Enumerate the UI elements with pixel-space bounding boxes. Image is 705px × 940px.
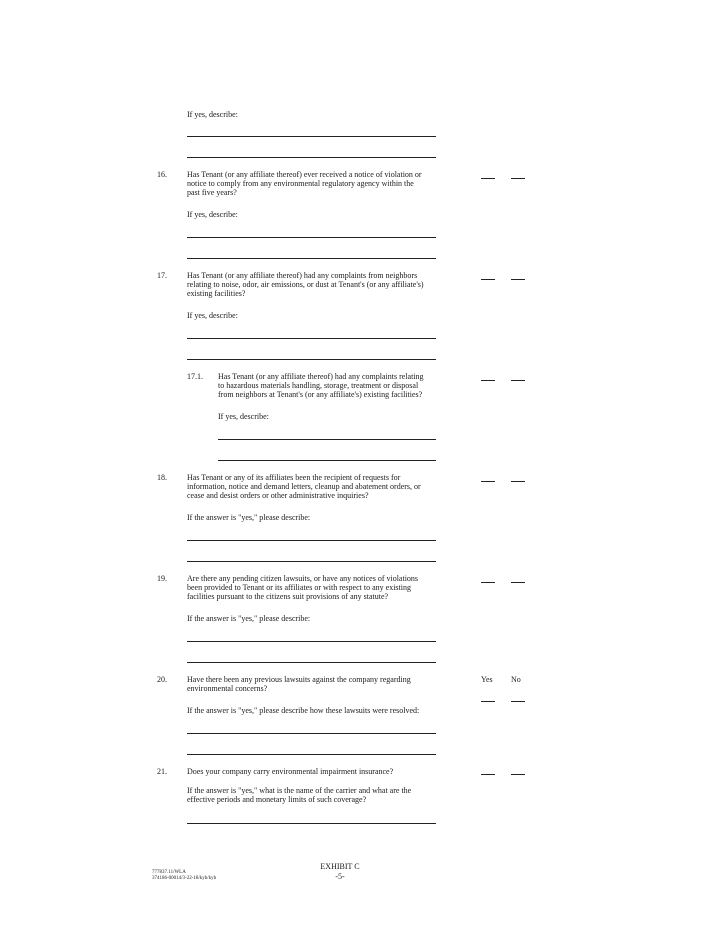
yes-answer-blank[interactable] [481,481,495,482]
describe-prompt: If yes, describe: [187,110,238,119]
question-text-line: past five years? [187,188,237,197]
question-text-line: information, notice and demand letters, cleanup and abatement orders, or [187,482,421,491]
question-number: 19. [157,574,167,583]
question-text-line: Have there been any previous lawsuits against the company regarding [187,675,411,684]
yes-answer-blank[interactable] [481,701,495,702]
document-id: 374186-00014/3-22-18/kyh/kyh [152,876,217,881]
yes-column-label: Yes [481,675,493,684]
subquestion-number: 17.1. [187,372,203,381]
answer-line[interactable] [187,823,436,824]
no-column-label: No [511,675,521,684]
answer-line[interactable] [218,439,436,440]
no-answer-blank[interactable] [511,481,525,482]
answer-line[interactable] [187,136,436,137]
question-text-line: environmental concerns? [187,684,268,693]
answer-line[interactable] [187,359,436,360]
answer-line[interactable] [187,237,436,238]
describe-prompt: effective periods and monetary limits of such coverage? [187,795,367,804]
describe-prompt: If yes, describe: [187,311,238,320]
question-number: 20. [157,675,167,684]
answer-line[interactable] [187,754,436,755]
answer-line[interactable] [187,733,436,734]
describe-prompt: If the answer is "yes," please describe: [187,614,311,623]
answer-line[interactable] [187,258,436,259]
answer-line[interactable] [187,641,436,642]
question-text-line: to hazardous materials handling, storage, treatment or disposal [218,381,419,390]
question-text-line: Are there any pending citizen lawsuits, or have any notices of violations [187,574,419,583]
answer-line[interactable] [187,540,436,541]
no-answer-blank[interactable] [511,774,525,775]
answer-line[interactable] [187,662,436,663]
question-text-line: Has Tenant (or any affiliate thereof) had any complaints from neighbors [187,271,418,280]
question-text-line: cease and desist orders or other administrative inquiries? [187,491,369,500]
no-answer-blank[interactable] [511,178,525,179]
yes-answer-blank[interactable] [481,582,495,583]
yes-answer-blank[interactable] [481,178,495,179]
yes-answer-blank[interactable] [481,774,495,775]
exhibit-label: EXHIBIT C [320,862,360,871]
describe-prompt: If the answer is "yes," what is the name of the carrier and what are the [187,786,412,795]
question-text-line: notice to comply from any environmental regulatory agency within the [187,179,414,188]
question-number: 21. [157,767,167,776]
document-id: 777837.11/WLA [152,870,186,875]
describe-prompt: If the answer is "yes," please describe how these lawsuits were resolved: [187,706,420,715]
no-answer-blank[interactable] [511,582,525,583]
page-number: -5- [335,872,345,881]
question-number: 16. [157,170,167,179]
answer-line[interactable] [218,460,436,461]
question-text-line: facilities pursuant to the citizens suit provisions of any statute? [187,592,389,601]
question-text-line: Has Tenant or any of its affiliates been the recipient of requests for [187,473,401,482]
no-answer-blank[interactable] [511,701,525,702]
question-text-line: relating to noise, odor, air emissions, or dust at Tenant's (or any affiliate's) [187,280,424,289]
question-text-line: Has Tenant (or any affiliate thereof) had any complaints relating [218,372,424,381]
yes-answer-blank[interactable] [481,380,495,381]
describe-prompt: If yes, describe: [187,210,238,219]
question-number: 18. [157,473,167,482]
question-text-line: been provided to Tenant or its affiliates or with respect to any existing [187,583,411,592]
answer-line[interactable] [187,561,436,562]
question-text-line: Does your company carry environmental impairment insurance? [187,767,394,776]
question-text-line: Has Tenant (or any affiliate thereof) ever received a notice of violation or [187,170,422,179]
answer-line[interactable] [187,338,436,339]
question-text-line: existing facilities? [187,289,246,298]
question-text-line: from neighbors at Tenant's (or any affiliate's) existing facilities? [218,390,423,399]
yes-answer-blank[interactable] [481,279,495,280]
answer-line[interactable] [187,157,436,158]
question-number: 17. [157,271,167,280]
describe-prompt: If yes, describe: [218,412,269,421]
no-answer-blank[interactable] [511,380,525,381]
describe-prompt: If the answer is "yes," please describe: [187,513,311,522]
no-answer-blank[interactable] [511,279,525,280]
